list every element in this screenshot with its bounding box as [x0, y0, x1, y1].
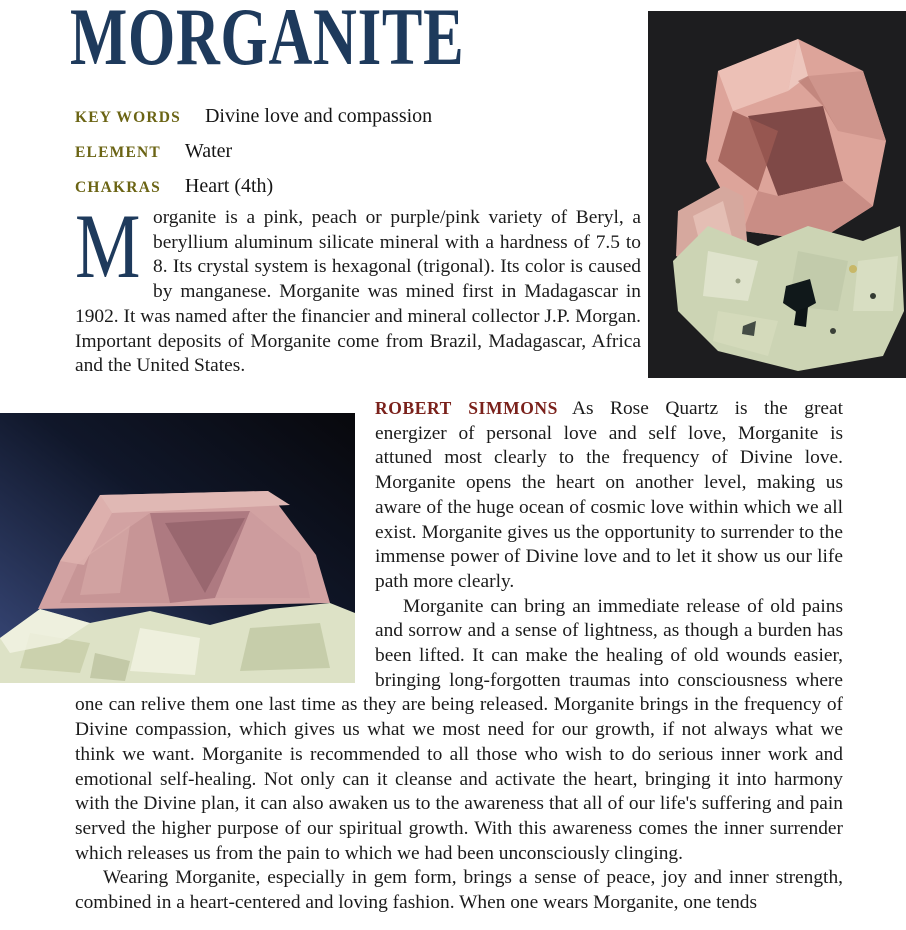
author-label: ROBERT SIMMONS	[375, 398, 558, 418]
simmons-paragraph-3: Wearing Morganite, especially in gem form, brings a sense of peace, joy and inner strength, combined in a heart-centered and loving fashion. When one wears Morganite, one tends	[75, 867, 843, 914]
property-list	[75, 104, 432, 209]
morganite-photo-illustration	[648, 11, 906, 378]
morganite-photo-left	[0, 413, 355, 683]
morganite-photo-illustration-2	[0, 413, 355, 683]
morganite-photo-top-right	[648, 11, 906, 378]
main-text-flow	[0, 396, 843, 916]
simmons-paragraph-2: Morganite can bring an immediate release of old pains and sorrow and a sense of lightness, as though a burden has been lifted. It can make the healing of old wounds easier, bringing long-forgotten traumas into consciousness where one can relive them one last time as they are being released. Morganite brings in the frequency of Divine compassion, which gives us what we most need for our growth, if not always what we think we want. Morganite is recommended to all those who wish to do serious inner work and emotional self-healing. Not only can it cleanse and activate the heart, bringing it into harmony with the Divine plan, it can also awaken us to the awareness that all of our life's suffering and pain served the higher purpose of our spiritual growth. With this awareness comes the inner surrender which releases us from the pain to which we had been unconsciously clinging.	[75, 595, 843, 864]
property-value: Heart (4th)	[184, 175, 274, 197]
property-label: CHAKRAS	[75, 179, 161, 196]
drop-cap: M	[75, 195, 141, 297]
property-row-element	[75, 139, 432, 165]
property-value: Divine love and compassion	[204, 105, 433, 127]
property-label: KEY WORDS	[75, 109, 181, 126]
intro-paragraph	[75, 195, 641, 379]
property-value: Water	[184, 140, 233, 162]
intro-text: organite is a pink, peach or purple/pink variety of Beryl, a beryllium aluminum silicate mineral with a hardness of 7.5 to 8. Its crystal system is hexagonal (trigonal). Its color is caused by manganese. Morganite was mined first in Madagascar in 1902. It was named after the financier and mineral collector J.P. Morgan. Important deposits of Morganite come from Brazil, Madagascar, Africa and the United States.	[75, 207, 641, 377]
page-title: MORGANITE	[70, 0, 465, 82]
simmons-text-1: As Rose Quartz is the great energizer of personal love and self love, Morganite is attuned most clearly to the frequency of Divine love. Morganite opens the heart on another level, making us aware of the huge ocean of cosmic love within which we all exist. Morganite gives us the opportunity to surrender to the immense power of Divine love and to let it show us our life path more clearly.	[375, 398, 844, 592]
property-label: ELEMENT	[75, 144, 161, 161]
property-row-keywords	[75, 104, 432, 130]
